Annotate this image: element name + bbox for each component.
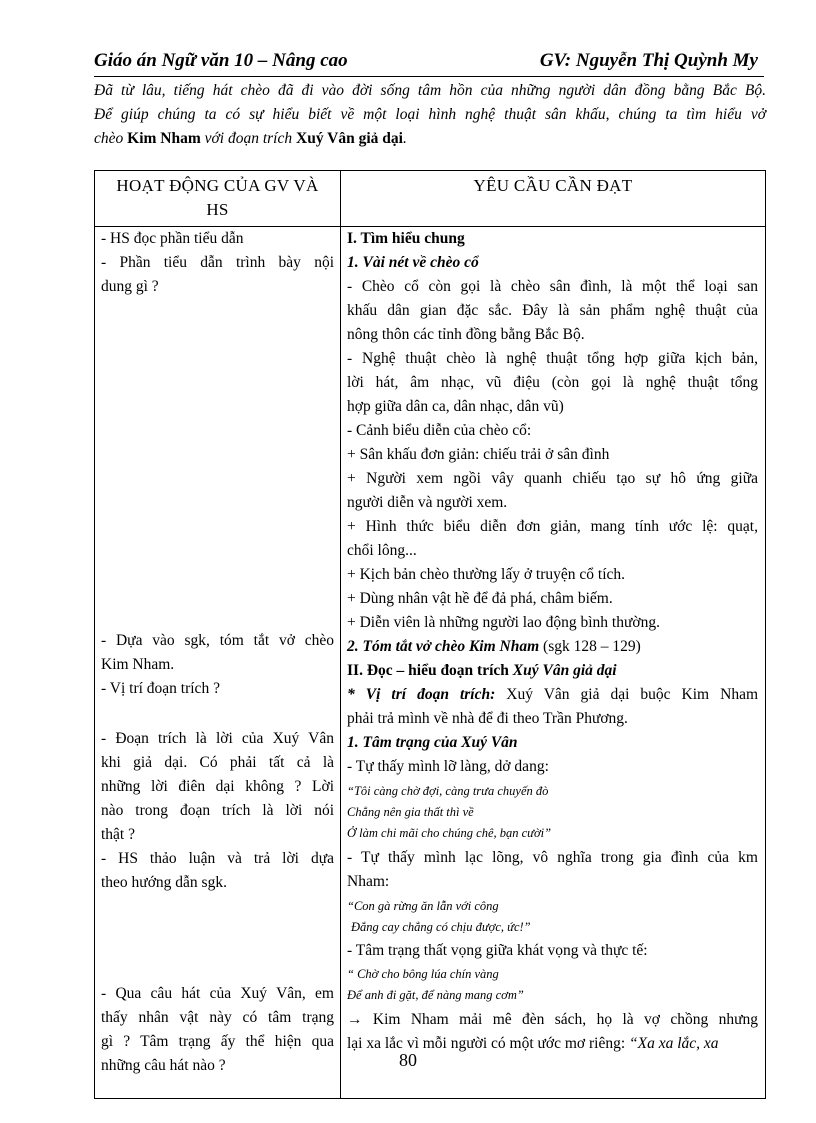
text-line: + Kịch bản chèo thường lấy ở truyện cổ tích. bbox=[347, 566, 626, 583]
text-line: phải trả mình về nhà để đi theo Trần Phương. bbox=[347, 710, 628, 727]
text-line: khi giả dại. Có phải tất cả là bbox=[101, 754, 334, 771]
text-line: - Tâm trạng thất vọng giữa khát vọng và thực tế: bbox=[347, 942, 648, 959]
text-line: - Tự thấy mình lạc lõng, vô nghĩa trong gia đình của km bbox=[347, 849, 758, 866]
text-line: - Vị trí đoạn trích ? bbox=[101, 680, 220, 697]
text-line: nông thôn các tỉnh đồng bằng Bắc Bộ. bbox=[347, 326, 585, 343]
text-line: những lời điên dại không ? Lời bbox=[101, 778, 334, 795]
subsection-heading: 1. Vài nét về chèo cổ bbox=[347, 254, 479, 271]
text-line: - Đoạn trích là lời của Xuý Vân bbox=[101, 730, 334, 747]
quote-line: Để anh đi gặt, để nàng mang cơm” bbox=[347, 988, 524, 1002]
text-line: Nham: bbox=[347, 873, 390, 890]
text-line: + Hình thức biểu diễn đơn giản, mang tính ước lệ: quạt, bbox=[347, 518, 758, 535]
quote-line: Ở làm chi mãi cho chúng chê, bạn cười” bbox=[347, 826, 552, 840]
activities-cell bbox=[95, 227, 341, 1099]
subsection-heading: 2. Tóm tắt vở chèo Kim Nham (sgk 128 – 129) bbox=[347, 638, 641, 655]
intro-line: Để giúp chúng ta có sự hiểu biết về một loại hình nghệ thuật sân khấu, chúng ta tìm hiểu vở bbox=[94, 106, 766, 123]
text-line: + Sân khấu đơn giản: chiếu trải ở sân đình bbox=[347, 446, 610, 463]
section-heading: II. Đọc – hiểu đoạn trích Xuý Vân giả dại bbox=[347, 662, 617, 679]
text-line: chổi lông... bbox=[347, 542, 417, 559]
table-header-row bbox=[95, 171, 766, 227]
text-line: khấu dân gian đặc sắc. Đây là sản phẩm nghệ thuật của bbox=[347, 302, 758, 319]
text-line: hợp giữa dân ca, dân nhạc, dân vũ) bbox=[347, 398, 564, 415]
header-teacher-name: GV: Nguyễn Thị Quỳnh My bbox=[539, 50, 758, 71]
col-header-activities: HOẠT ĐỘNG CỦA GV VÀ HS bbox=[95, 171, 341, 227]
play-title: Kim Nham bbox=[127, 130, 201, 147]
text-line: - Dựa vào sgk, tóm tắt vở chèo bbox=[101, 632, 334, 649]
text-line: - Nghệ thuật chèo là nghệ thuật tổng hợp giữa kịch bản, bbox=[347, 350, 758, 367]
text-line: dung gì ? bbox=[101, 278, 159, 295]
header-course-title: Giáo án Ngữ văn 10 – Nâng cao bbox=[94, 50, 348, 71]
quote-line: “Con gà rừng ăn lẫn với công bbox=[347, 899, 499, 913]
intro-paragraph bbox=[94, 79, 766, 151]
excerpt-title: Xuý Vân giả dại bbox=[296, 130, 403, 147]
text-line: - Phần tiểu dẫn trình bày nội bbox=[101, 254, 334, 271]
requirements-cell bbox=[341, 227, 766, 1099]
intro-line: chèo Kim Nham với đoạn trích Xuý Vân giả dại. bbox=[94, 130, 407, 147]
text-line: thấy nhân vật này có tâm trạng bbox=[101, 1009, 334, 1026]
text-line: + Diễn viên là những người lao động bình thường. bbox=[347, 614, 660, 631]
text-line: - HS đọc phần tiểu dẫn bbox=[101, 230, 244, 247]
text-line: lời hát, âm nhạc, vũ điệu (còn gọi là nghệ thuật tổng bbox=[347, 374, 758, 391]
text-line: → Kim Nham mải mê đèn sách, họ là vợ chồng nhưng bbox=[347, 1011, 758, 1028]
text-line: - Chèo cổ còn gọi là chèo sân đình, là một thể loại san bbox=[347, 278, 758, 295]
section-heading: I. Tìm hiểu chung bbox=[347, 230, 465, 247]
text-line: - Qua câu hát của Xuý Vân, em bbox=[101, 985, 334, 1002]
quote-line: Chẳng nên gia thất thì về bbox=[347, 805, 474, 819]
text-line: * Vị trí đoạn trích: Xuý Vân giả dại buộc Kim Nham bbox=[347, 686, 758, 703]
quote-line: Đắng cay chẳng có chịu được, ức!” bbox=[351, 920, 531, 934]
col-header-requirements: YÊU CẦU CẦN ĐẠT bbox=[341, 171, 766, 227]
text-line: + Dùng nhân vật hề để đả phá, châm biếm. bbox=[347, 590, 613, 607]
text-line: những câu hát nào ? bbox=[101, 1057, 226, 1074]
arrow-icon: → bbox=[347, 1011, 363, 1028]
text-line: thật ? bbox=[101, 826, 135, 843]
header-rule bbox=[94, 76, 764, 77]
text-line: + Người xem ngồi vây quanh chiếu tạo sự hô ứng giữa bbox=[347, 470, 758, 487]
intro-line: Đã từ lâu, tiếng hát chèo đã đi vào đời sống tâm hồn của những người dân đồng bằng Bắc Bộ. bbox=[94, 82, 766, 99]
text-line: - HS thảo luận và trả lời dựa bbox=[101, 850, 334, 867]
table-row bbox=[95, 227, 766, 1099]
text-line: theo hướng dẫn sgk. bbox=[101, 874, 227, 891]
text-line: - Tự thấy mình lỡ làng, dở dang: bbox=[347, 758, 549, 775]
lesson-table bbox=[94, 170, 766, 1099]
text-line: - Cảnh biểu diễn của chèo cổ: bbox=[347, 422, 532, 439]
text-line: người diễn và người xem. bbox=[347, 494, 508, 511]
text-line: gì ? Tâm trạng ấy thể hiện qua bbox=[101, 1033, 334, 1050]
page-number: 80 bbox=[399, 1050, 417, 1070]
page-header bbox=[94, 50, 764, 76]
subsection-heading: 1. Tâm trạng của Xuý Vân bbox=[347, 734, 518, 751]
quote-line: “Tôi càng chờ đợi, càng trưa chuyến đò bbox=[347, 784, 549, 798]
text-line: nào trong đoạn trích là lời nói bbox=[101, 802, 334, 819]
text-line: lại xa lắc vì mỗi người có một ước mơ riêng: “Xa xa lắc, xa bbox=[347, 1035, 719, 1052]
quote-line: “ Chờ cho bông lúa chín vàng bbox=[347, 967, 499, 981]
text-line: Kim Nham. bbox=[101, 656, 175, 673]
